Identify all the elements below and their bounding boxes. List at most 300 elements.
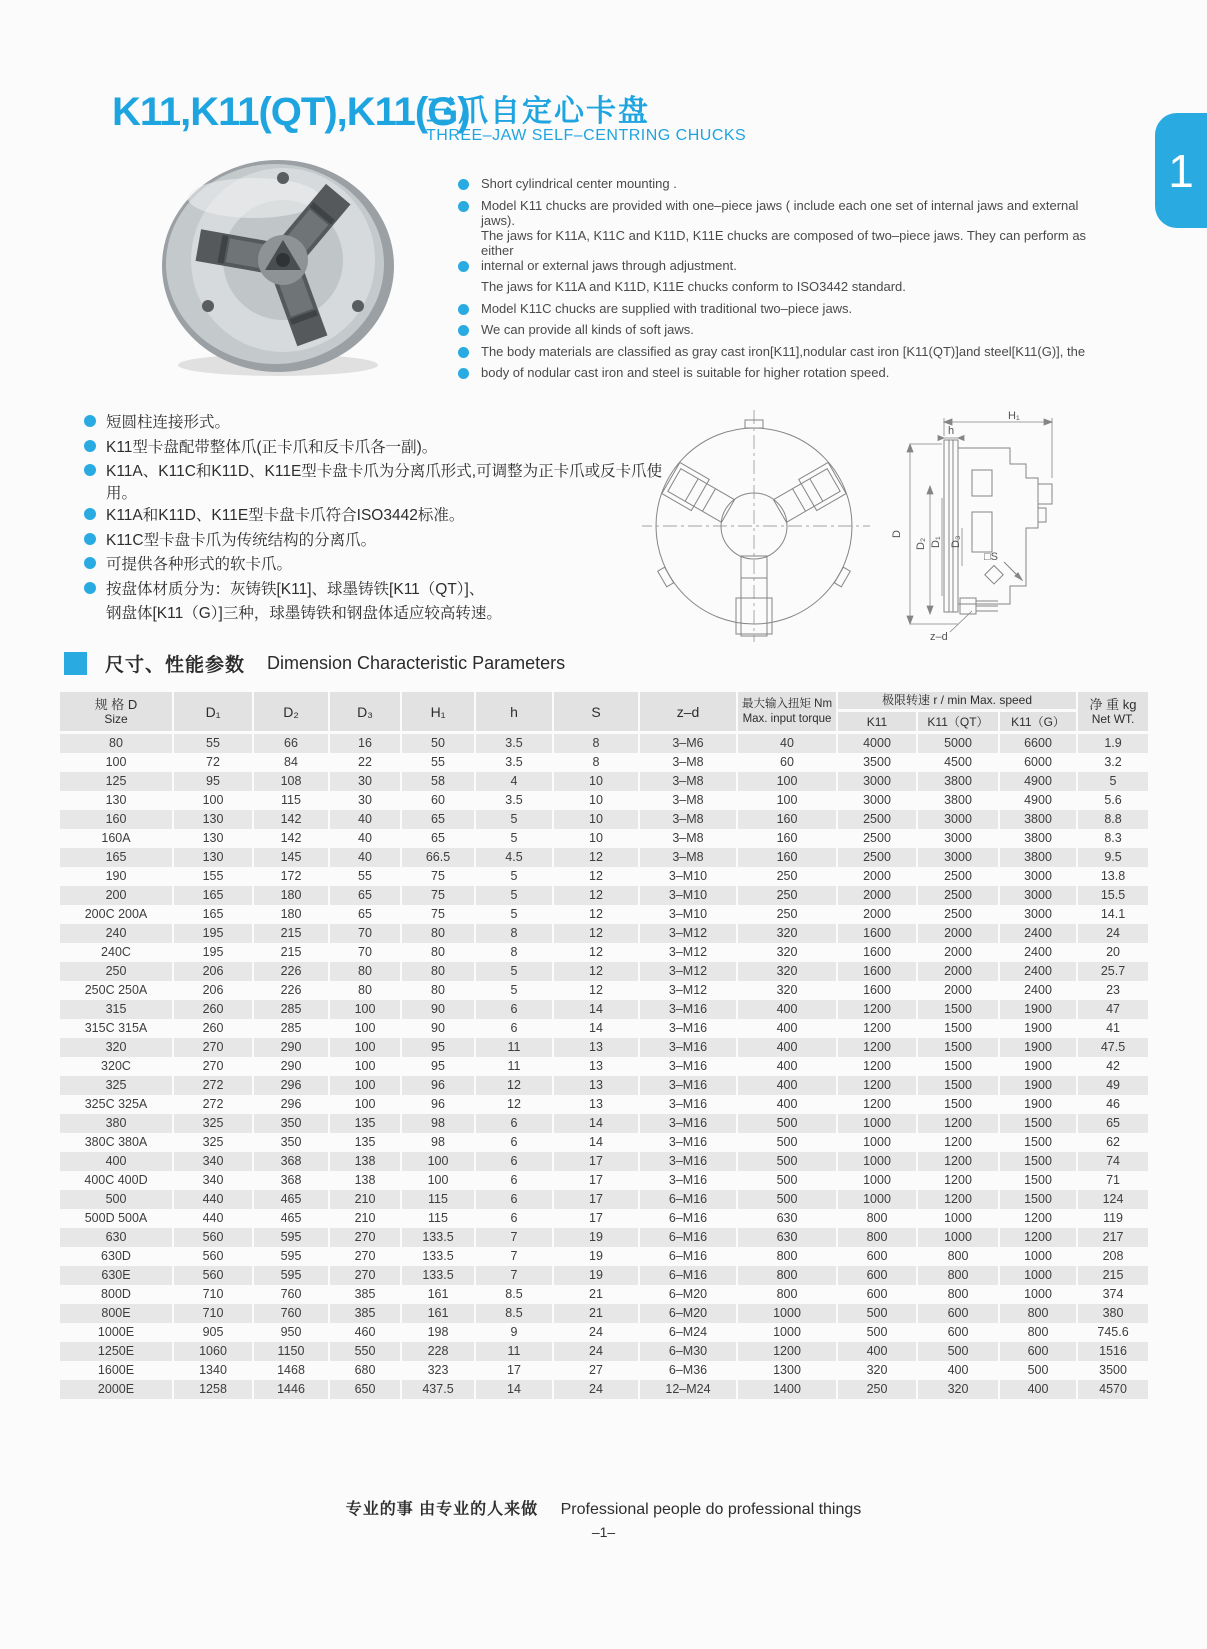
table-cell: 5 xyxy=(475,905,553,924)
table-cell: 62 xyxy=(1077,1133,1149,1152)
table-cell: 250 xyxy=(737,886,837,905)
table-cell: 8.5 xyxy=(475,1285,553,1304)
table-row xyxy=(59,772,1149,791)
table-cell: 260 xyxy=(173,1019,253,1038)
table-cell: 1468 xyxy=(253,1361,329,1380)
table-cell: 30 xyxy=(329,772,401,791)
feature-item xyxy=(458,322,1106,344)
table-cell: 100 xyxy=(173,791,253,810)
table-cell: 6 xyxy=(475,1133,553,1152)
table-row xyxy=(59,1057,1149,1076)
table-cell: 2500 xyxy=(917,886,999,905)
table-cell: 135 xyxy=(329,1133,401,1152)
table-cell: 710 xyxy=(173,1285,253,1304)
table-cell: 4500 xyxy=(917,753,999,772)
table-cell: 385 xyxy=(329,1285,401,1304)
table-cell: 19 xyxy=(553,1266,639,1285)
col-header-s: S xyxy=(553,691,639,733)
table-row xyxy=(59,962,1149,981)
table-cell: 23 xyxy=(1077,981,1149,1000)
table-cell: 13.8 xyxy=(1077,867,1149,886)
table-cell: 165 xyxy=(173,886,253,905)
table-cell: 217 xyxy=(1077,1228,1149,1247)
table-cell: 195 xyxy=(173,924,253,943)
table-cell: 272 xyxy=(173,1095,253,1114)
table-cell: 1200 xyxy=(737,1342,837,1361)
col-header-d2: D₂ xyxy=(253,691,329,733)
table-cell: 9.5 xyxy=(1077,848,1149,867)
feature-item xyxy=(458,258,1106,280)
table-cell: 12 xyxy=(553,886,639,905)
table-cell: 1258 xyxy=(173,1380,253,1399)
table-cell: 315 xyxy=(59,1000,173,1019)
table-cell: 368 xyxy=(253,1152,329,1171)
table-cell: 1000 xyxy=(837,1114,917,1133)
table-cell: 340 xyxy=(173,1171,253,1190)
dim-label-d3: D₃ xyxy=(950,535,962,548)
table-cell: 800 xyxy=(917,1285,999,1304)
table-cell: 250 xyxy=(737,905,837,924)
table-cell: 7 xyxy=(475,1228,553,1247)
table-cell: 340 xyxy=(173,1152,253,1171)
table-cell: 12 xyxy=(553,905,639,924)
table-cell: 80 xyxy=(401,943,475,962)
table-cell: 66 xyxy=(253,733,329,754)
table-cell: 133.5 xyxy=(401,1228,475,1247)
chapter-number: 1 xyxy=(1168,144,1194,197)
table-cell: 40 xyxy=(329,829,401,848)
table-cell: 500D 500A xyxy=(59,1209,173,1228)
table-cell: 12 xyxy=(553,962,639,981)
table-cell: 80 xyxy=(329,962,401,981)
table-cell: 3000 xyxy=(837,791,917,810)
table-cell: 7 xyxy=(475,1266,553,1285)
bullet-dot-icon xyxy=(84,557,96,569)
table-cell: 6 xyxy=(475,1171,553,1190)
table-cell: 65 xyxy=(401,829,475,848)
table-cell: 400 xyxy=(737,1019,837,1038)
table-cell: 440 xyxy=(173,1209,253,1228)
table-row xyxy=(59,1038,1149,1057)
table-cell: 19 xyxy=(553,1228,639,1247)
feature-item xyxy=(458,344,1106,366)
table-cell: 1000 xyxy=(999,1266,1077,1285)
table-cell: 172 xyxy=(253,867,329,886)
table-cell: 80 xyxy=(401,981,475,1000)
table-cell: 325 xyxy=(173,1133,253,1152)
table-cell: 270 xyxy=(329,1228,401,1247)
table-cell: 600 xyxy=(837,1266,917,1285)
bullet-dot-icon xyxy=(458,201,469,212)
table-cell: 240C xyxy=(59,943,173,962)
feature-item xyxy=(458,279,1106,301)
table-cell: 3–M12 xyxy=(639,981,737,1000)
table-cell: 1200 xyxy=(837,1057,917,1076)
table-cell: 25.7 xyxy=(1077,962,1149,981)
table-cell: 374 xyxy=(1077,1285,1149,1304)
table-cell: 71 xyxy=(1077,1171,1149,1190)
chuck-front-view xyxy=(642,410,870,642)
bullet-dot-icon xyxy=(84,508,96,520)
table-cell: 215 xyxy=(253,943,329,962)
feature-text: K11型卡盘配带整体爪(正卡爪和反卡爪各一副)。 xyxy=(106,438,438,456)
feature-text: K11A、K11C和K11D、K11E型卡盘卡爪为分离爪形式,可调整为正卡爪或反卡爪使用。 xyxy=(106,463,663,502)
table-cell: 17 xyxy=(553,1152,639,1171)
table-cell: 115 xyxy=(253,791,329,810)
table-cell: 2000 xyxy=(917,981,999,1000)
table-cell: 6 xyxy=(475,1000,553,1019)
table-cell: 2500 xyxy=(837,829,917,848)
table-cell: 20 xyxy=(1077,943,1149,962)
table-cell: 119 xyxy=(1077,1209,1149,1228)
table-cell: 600 xyxy=(837,1247,917,1266)
section-title-chinese: 尺寸、性能参数 xyxy=(105,655,246,676)
table-cell: 6–M24 xyxy=(639,1323,737,1342)
table-cell: 400 xyxy=(737,1076,837,1095)
table-cell: 3–M16 xyxy=(639,1114,737,1133)
table-cell: 100 xyxy=(329,1019,401,1038)
title-chinese: 三爪自定心卡盘 xyxy=(426,95,650,128)
section-title-english: Dimension Characteristic Parameters xyxy=(267,653,566,673)
table-cell: 323 xyxy=(401,1361,475,1380)
table-cell: 8.3 xyxy=(1077,829,1149,848)
table-row xyxy=(59,1190,1149,1209)
table-cell: 630D xyxy=(59,1247,173,1266)
table-cell: 108 xyxy=(253,772,329,791)
table-cell: 630 xyxy=(59,1228,173,1247)
table-cell: 17 xyxy=(475,1361,553,1380)
table-cell: 2500 xyxy=(917,905,999,924)
table-cell: 500 xyxy=(737,1152,837,1171)
table-row xyxy=(59,1342,1149,1361)
table-cell: 285 xyxy=(253,1000,329,1019)
bullet-dot-icon xyxy=(458,261,469,272)
table-cell: 1400 xyxy=(737,1380,837,1399)
table-cell: 400C 400D xyxy=(59,1171,173,1190)
table-cell: 14 xyxy=(553,1114,639,1133)
table-cell: 2400 xyxy=(999,962,1077,981)
table-cell: 14.1 xyxy=(1077,905,1149,924)
table-cell: 1500 xyxy=(917,1038,999,1057)
table-cell: 70 xyxy=(329,943,401,962)
dim-label-h: h xyxy=(948,425,955,437)
table-cell: 8 xyxy=(553,733,639,754)
table-row xyxy=(59,1152,1149,1171)
table-cell: 2000 xyxy=(917,943,999,962)
table-cell: 160 xyxy=(59,810,173,829)
feature-text: 按盘体材质分为：灰铸铁[K11]、球墨铸铁[K11（QT）]、 xyxy=(106,580,485,598)
table-cell: 200C 200A xyxy=(59,905,173,924)
table-cell: 74 xyxy=(1077,1152,1149,1171)
table-cell: 27 xyxy=(553,1361,639,1380)
table-cell: 270 xyxy=(173,1057,253,1076)
table-cell: 6 xyxy=(475,1114,553,1133)
table-cell: 320 xyxy=(837,1361,917,1380)
table-row xyxy=(59,1076,1149,1095)
table-cell: 8.8 xyxy=(1077,810,1149,829)
table-cell: 3000 xyxy=(999,867,1077,886)
table-cell: 190 xyxy=(59,867,173,886)
table-cell: 2500 xyxy=(837,848,917,867)
table-cell: 1500 xyxy=(917,1057,999,1076)
feature-item xyxy=(84,410,664,435)
table-cell: 47 xyxy=(1077,1000,1149,1019)
table-cell: 6 xyxy=(475,1019,553,1038)
table-cell: 65 xyxy=(401,810,475,829)
table-cell: 2500 xyxy=(837,810,917,829)
table-cell: 3.5 xyxy=(475,753,553,772)
table-cell: 160A xyxy=(59,829,173,848)
table-row xyxy=(59,943,1149,962)
table-cell: 215 xyxy=(1077,1266,1149,1285)
table-cell: 100 xyxy=(329,1095,401,1114)
table-cell: 3–M10 xyxy=(639,867,737,886)
feature-text: internal or external jaws through adjustment. xyxy=(481,257,737,273)
table-row xyxy=(59,1095,1149,1114)
table-cell: 160 xyxy=(737,810,837,829)
table-cell: 2000 xyxy=(917,924,999,943)
table-cell: 115 xyxy=(401,1190,475,1209)
bullet-dot-icon xyxy=(458,325,469,336)
table-cell: 3000 xyxy=(917,829,999,848)
table-cell: 3800 xyxy=(999,810,1077,829)
table-cell: 3–M8 xyxy=(639,753,737,772)
table-cell: 21 xyxy=(553,1304,639,1323)
table-cell: 320 xyxy=(59,1038,173,1057)
chuck-section-view xyxy=(944,440,1052,614)
page-number: –1– xyxy=(591,1524,616,1540)
table-cell: 5 xyxy=(475,962,553,981)
chapter-tab xyxy=(1155,113,1207,228)
table-cell: 500 xyxy=(837,1323,917,1342)
table-cell: 75 xyxy=(401,886,475,905)
table-cell: 3–M16 xyxy=(639,1038,737,1057)
table-cell: 1446 xyxy=(253,1380,329,1399)
table-cell: 3–M12 xyxy=(639,924,737,943)
bullet-dot-icon xyxy=(84,582,96,594)
table-cell: 1000 xyxy=(737,1323,837,1342)
table-cell: 19 xyxy=(553,1247,639,1266)
table-row xyxy=(59,1247,1149,1266)
table-cell: 195 xyxy=(173,943,253,962)
table-cell: 600 xyxy=(917,1323,999,1342)
table-cell: 465 xyxy=(253,1190,329,1209)
table-cell: 3–M16 xyxy=(639,1000,737,1019)
table-cell: 1900 xyxy=(999,1095,1077,1114)
feature-item xyxy=(84,577,664,602)
table-row xyxy=(59,1209,1149,1228)
title-english: THREE–JAW SELF–CENTRING CHUCKS xyxy=(426,127,747,144)
table-cell: 1200 xyxy=(917,1171,999,1190)
table-cell: 180 xyxy=(253,886,329,905)
feature-text: The jaws for K11A, K11C and K11D, K11E chucks are composed of two–piece jaws. They can perform as either xyxy=(481,227,1087,258)
bullet-dot-icon xyxy=(458,347,469,358)
table-cell: 6 xyxy=(475,1190,553,1209)
table-cell: 41 xyxy=(1077,1019,1149,1038)
table-cell: 4.5 xyxy=(475,848,553,867)
table-cell: 368 xyxy=(253,1171,329,1190)
table-cell: 320C xyxy=(59,1057,173,1076)
table-row xyxy=(59,848,1149,867)
table-cell: 2000 xyxy=(837,886,917,905)
table-row xyxy=(59,1380,1149,1399)
table-cell: 1500 xyxy=(917,1000,999,1019)
table-cell: 55 xyxy=(329,867,401,886)
table-row xyxy=(59,1323,1149,1342)
table-cell: 3800 xyxy=(917,772,999,791)
table-cell: 437.5 xyxy=(401,1380,475,1399)
table-cell: 250 xyxy=(837,1380,917,1399)
bullet-dot-icon xyxy=(84,415,96,427)
dim-label-d: D xyxy=(891,530,903,538)
section-title xyxy=(64,650,565,677)
table-cell: 180 xyxy=(253,905,329,924)
table-cell: 40 xyxy=(737,733,837,754)
table-cell: 135 xyxy=(329,1114,401,1133)
table-cell: 1200 xyxy=(917,1152,999,1171)
table-cell: 270 xyxy=(329,1247,401,1266)
table-cell: 49 xyxy=(1077,1076,1149,1095)
col-header-k11: K11 xyxy=(837,711,917,733)
table-cell: 215 xyxy=(253,924,329,943)
table-cell: 84 xyxy=(253,753,329,772)
table-cell: 400 xyxy=(917,1361,999,1380)
table-cell: 14 xyxy=(475,1380,553,1399)
bullet-dot-icon xyxy=(84,440,96,452)
table-cell: 3–M16 xyxy=(639,1095,737,1114)
table-cell: 98 xyxy=(401,1114,475,1133)
dim-label-d2: D₂ xyxy=(915,537,927,550)
table-cell: 260 xyxy=(173,1000,253,1019)
footer-slogan xyxy=(0,1496,1207,1519)
table-cell: 3–M10 xyxy=(639,905,737,924)
footer-slogan-english: Professional people do professional things xyxy=(560,1501,862,1518)
table-cell: 5.6 xyxy=(1077,791,1149,810)
feature-text: K11C型卡盘卡爪为传统结构的分离爪。 xyxy=(106,531,377,549)
table-cell: 3–M8 xyxy=(639,772,737,791)
table-cell: 226 xyxy=(253,962,329,981)
feature-item xyxy=(84,601,664,626)
table-cell: 55 xyxy=(173,733,253,754)
table-cell: 210 xyxy=(329,1209,401,1228)
feature-item xyxy=(458,365,1106,387)
table-cell: 165 xyxy=(59,848,173,867)
table-cell: 3–M6 xyxy=(639,733,737,754)
table-cell: 290 xyxy=(253,1057,329,1076)
col-header-torque: 最大输入扭矩 Nm Max. input torque xyxy=(737,691,837,733)
table-cell: 6–M20 xyxy=(639,1304,737,1323)
table-cell: 380C 380A xyxy=(59,1133,173,1152)
table-cell: 130 xyxy=(173,848,253,867)
dim-label-d1: D₁ xyxy=(930,536,942,548)
table-cell: 1500 xyxy=(999,1152,1077,1171)
table-cell: 3500 xyxy=(837,753,917,772)
table-cell: 950 xyxy=(253,1323,329,1342)
table-cell: 95 xyxy=(401,1057,475,1076)
col-group-max-speed: 极限转速 r / min Max. speed xyxy=(837,691,1077,711)
table-cell: 1500 xyxy=(999,1190,1077,1209)
table-cell: 1000 xyxy=(837,1190,917,1209)
bullet-dot-icon xyxy=(458,304,469,315)
table-cell: 10 xyxy=(553,829,639,848)
feature-item xyxy=(458,228,1106,258)
feature-text: 钢盘体[K11（G）]三种，球墨铸铁和钢盘体适应较高转速。 xyxy=(106,605,502,622)
feature-text: 短圆柱连接形式。 xyxy=(106,414,231,431)
col-header-h: h xyxy=(475,691,553,733)
table-cell: 2400 xyxy=(999,981,1077,1000)
table-cell: 6–M16 xyxy=(639,1228,737,1247)
table-row xyxy=(59,1019,1149,1038)
table-cell: 2000E xyxy=(59,1380,173,1399)
table-cell: 1000 xyxy=(837,1152,917,1171)
bullet-dot-icon xyxy=(458,368,469,379)
table-cell: 6–M16 xyxy=(639,1266,737,1285)
table-cell: 2400 xyxy=(999,924,1077,943)
table-cell: 115 xyxy=(401,1209,475,1228)
table-row xyxy=(59,829,1149,848)
col-header-zd: z–d xyxy=(639,691,737,733)
table-cell: 250 xyxy=(59,962,173,981)
bullet-dot-icon xyxy=(84,533,96,545)
table-cell: 12 xyxy=(475,1095,553,1114)
table-cell: 3000 xyxy=(837,772,917,791)
table-cell: 96 xyxy=(401,1095,475,1114)
table-cell: 400 xyxy=(737,1000,837,1019)
table-cell: 3.5 xyxy=(475,733,553,754)
table-cell: 80 xyxy=(329,981,401,1000)
table-cell: 600 xyxy=(837,1285,917,1304)
table-cell: 272 xyxy=(173,1076,253,1095)
table-cell: 21 xyxy=(553,1285,639,1304)
table-cell: 228 xyxy=(401,1342,475,1361)
table-cell: 138 xyxy=(329,1152,401,1171)
table-cell: 2500 xyxy=(917,867,999,886)
table-cell: 560 xyxy=(173,1266,253,1285)
table-cell: 3–M16 xyxy=(639,1133,737,1152)
table-cell: 14 xyxy=(553,1000,639,1019)
table-cell: 90 xyxy=(401,1000,475,1019)
table-cell: 100 xyxy=(59,753,173,772)
table-cell: 560 xyxy=(173,1228,253,1247)
table-cell: 1200 xyxy=(917,1190,999,1209)
table-cell: 6 xyxy=(475,1152,553,1171)
table-cell: 1600 xyxy=(837,981,917,1000)
table-cell: 3500 xyxy=(1077,1361,1149,1380)
table-cell: 80 xyxy=(401,924,475,943)
table-cell: 325C 325A xyxy=(59,1095,173,1114)
dim-label-zd: z–d xyxy=(930,631,948,643)
table-row xyxy=(59,886,1149,905)
table-cell: 17 xyxy=(553,1171,639,1190)
table-row xyxy=(59,924,1149,943)
table-cell: 630E xyxy=(59,1266,173,1285)
table-cell: 155 xyxy=(173,867,253,886)
table-cell: 65 xyxy=(329,905,401,924)
table-cell: 1200 xyxy=(837,1095,917,1114)
table-cell: 6–M36 xyxy=(639,1361,737,1380)
table-cell: 500 xyxy=(917,1342,999,1361)
col-header-k11g: K11（G） xyxy=(999,711,1077,733)
table-cell: 6–M20 xyxy=(639,1285,737,1304)
feature-item xyxy=(84,435,664,460)
table-cell: 47.5 xyxy=(1077,1038,1149,1057)
table-cell: 1500 xyxy=(999,1133,1077,1152)
table-row xyxy=(59,1000,1149,1019)
table-cell: 1200 xyxy=(999,1228,1077,1247)
table-cell: 5 xyxy=(475,810,553,829)
table-cell: 3–M10 xyxy=(639,886,737,905)
table-row xyxy=(59,810,1149,829)
